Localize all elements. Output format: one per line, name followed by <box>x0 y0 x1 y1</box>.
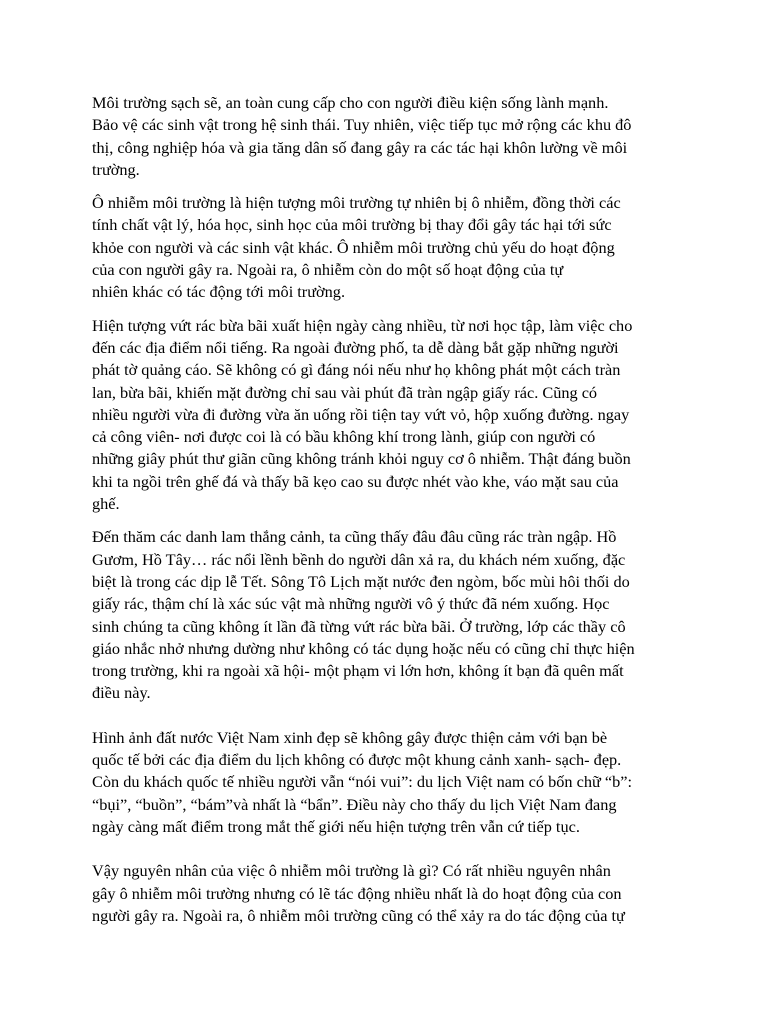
paragraph-line: sinh chúng ta cũng không ít lần đã từng vứt rác bừa bãi. Ở trường, lớp các thầy cô <box>92 616 626 636</box>
paragraph-line: Hình ảnh đất nước Việt Nam xinh đẹp sẽ không gây được thiện cảm với bạn bè <box>92 727 608 747</box>
paragraph-line: Ô nhiễm môi trường là hiện tượng môi trường tự nhiên bị ô nhiễm, đồng thời các <box>92 193 621 213</box>
paragraph-line: Bảo vệ các sinh vật trong hệ sinh thái. Tuy nhiên, việc tiếp tục mở rộng các khu đô <box>92 115 632 135</box>
paragraph-line: Hiện tượng vứt rác bừa bãi xuất hiện ngày càng nhiều, từ nơi học tập, làm việc cho <box>92 315 633 335</box>
paragraph-line: “bụi”, “buồn”, “bám”và nhất là “bẩn”. Điều này cho thấy du lịch Việt Nam đang <box>92 794 617 814</box>
paragraph-line: khi ta ngồi trên ghế đá và thấy bã kẹo cao su được nhét vào khe, váo mặt sau của <box>92 471 619 491</box>
paragraph-line: Đến thăm các danh lam thắng cảnh, ta cũng thấy đâu đâu cũng rác tràn ngập. Hồ <box>92 527 617 547</box>
paragraph-line: những giây phút thư giãn cũng không tránh khỏi nguy cơ ô nhiễm. Thật đáng buồn <box>92 449 631 469</box>
paragraph-line: người gây ra. Ngoài ra, ô nhiễm môi trường cũng có thể xảy ra do tác động của tự <box>92 905 625 925</box>
paragraph-line: quốc tế bởi các địa điểm du lịch không có được một khung cảnh xanh- sạch- đẹp. <box>92 750 622 770</box>
paragraph-4 <box>92 526 682 704</box>
paragraph-line: trường. <box>92 159 140 179</box>
paragraph-line: thị, công nghiệp hóa và gia tăng dân số đang gây ra các tác hại khôn lường về môi <box>92 137 628 157</box>
paragraph-line: Còn du khách quốc tế nhiều người vẫn “nói vui”: du lịch Việt nam có bốn chữ “b”: <box>92 772 632 792</box>
paragraph-line: lan, bừa bãi, khiến mặt đường chỉ sau vài phút đã tràn ngập giấy rác. Cũng có <box>92 382 598 402</box>
paragraph-line: nhiều người vừa đi đường vừa ăn uống rồi tiện tay vứt vỏ, hộp xuống đường. ngay <box>92 404 630 424</box>
paragraph-line: ghế. <box>92 494 120 514</box>
paragraph-line: biệt là trong các dịp lễ Tết. Sông Tô Lịch mặt nước đen ngòm, bốc mùi hôi thối do <box>92 571 630 591</box>
paragraph-line: Gươm, Hồ Tây… rác nổi lềnh bềnh do người dân xả ra, du khách ném xuống, đặc <box>92 549 626 569</box>
paragraph-line: tính chất vật lý, hóa học, sinh học của môi trường bị thay đổi gây tác hại tới sức <box>92 215 612 235</box>
paragraph-line: điều này. <box>92 683 151 703</box>
paragraph-line: giấy rác, thậm chí là xác súc vật mà những người vô ý thức đã ném xuống. Học <box>92 594 610 614</box>
document-body <box>92 92 682 938</box>
paragraph-line: Môi trường sạch sẽ, an toàn cung cấp cho con người điều kiện sống lành mạnh. <box>92 93 609 112</box>
paragraph-line: phát tờ quảng cáo. Sẽ không có gì đáng nói nếu như họ không phát một cách tràn <box>92 360 621 380</box>
paragraph-line: khỏe con người và các sinh vật khác. Ô nhiễm môi trường chủ yếu do hoạt động <box>92 237 615 257</box>
paragraph-line: Vậy nguyên nhân của việc ô nhiễm môi trường là gì? Có rất nhiều nguyên nhân <box>92 861 611 881</box>
paragraph-line: cả công viên- nơi được coi là có bầu không khí trong lành, giúp con người có <box>92 427 596 447</box>
paragraph-1 <box>92 92 682 181</box>
paragraph-5 <box>92 727 682 838</box>
paragraph-line: gây ô nhiễm môi trường nhưng có lẽ tác động nhiều nhất là do hoạt động của con <box>92 883 622 903</box>
paragraph-line: nhiên khác có tác động tới môi trường. <box>92 282 346 302</box>
paragraph-6 <box>92 860 682 927</box>
paragraph-line: trong trường, khi ra ngoài xã hội- một phạm vi lớn hơn, không ít bạn đã quên mất <box>92 661 624 681</box>
paragraph-line: đến các địa điểm nổi tiếng. Ra ngoài đường phố, ta dễ dàng bắt gặp những người <box>92 337 619 357</box>
paragraph-line: giáo nhắc nhở nhưng dường như không có tác dụng hoặc nếu có cũng chỉ thực hiện <box>92 638 635 658</box>
paragraph-3 <box>92 315 682 516</box>
paragraph-line: ngày càng mất điểm trong mắt thế giới nếu hiện tượng trên vẫn cứ tiếp tục. <box>92 816 580 836</box>
paragraph-2 <box>92 192 682 303</box>
paragraph-line: của con người gây ra. Ngoài ra, ô nhiễm còn do một số hoạt động của tự <box>92 260 564 280</box>
